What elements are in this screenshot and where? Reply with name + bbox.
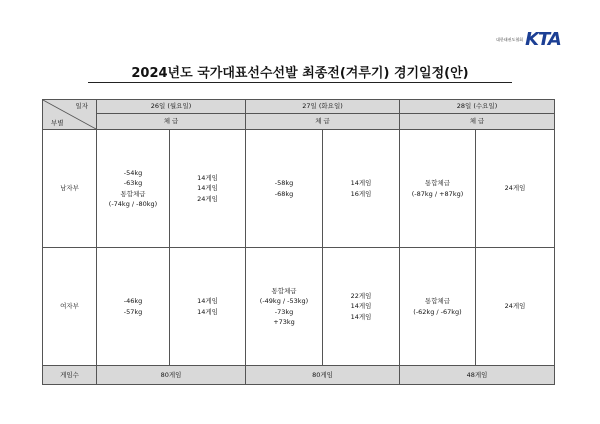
weight-item: +73kg <box>273 317 295 326</box>
schedule-table <box>42 99 555 385</box>
games-cell <box>476 130 555 248</box>
game-item: 24게임 <box>504 184 526 193</box>
date-header-row <box>43 100 555 114</box>
games-cell <box>170 130 246 248</box>
total-day-1: 80게임 <box>246 366 400 385</box>
row-label-men: 남자부 <box>43 130 97 248</box>
total-label: 게임수 <box>43 366 97 385</box>
day-header-1: 27일 (화요일) <box>246 100 400 114</box>
category-header-row <box>43 114 555 130</box>
game-item: 22게임 <box>350 291 372 300</box>
table-row-men <box>43 130 555 248</box>
weight-item: -68kg <box>274 189 294 198</box>
weight-item: 통합체급 <box>271 286 297 295</box>
weight-item: (-49kg / -53kg) <box>259 297 309 306</box>
games-cell <box>170 248 246 366</box>
category-header-2: 체 급 <box>400 114 555 130</box>
game-item: 14게임 <box>197 307 218 316</box>
game-item: 24게임 <box>504 302 526 311</box>
games-cell <box>323 130 400 248</box>
game-item: 14게임 <box>350 312 372 321</box>
corner-header <box>43 100 97 130</box>
logo-mark: KTA <box>525 29 561 50</box>
weight-item: -63kg <box>123 179 143 188</box>
game-item: 14게임 <box>350 302 372 311</box>
weight-item: (-74kg / -80kg) <box>108 199 158 208</box>
games-cell <box>476 248 555 366</box>
weight-item: -46kg <box>123 297 143 306</box>
table-row-women <box>43 248 555 366</box>
title-underline <box>88 82 512 83</box>
game-item: 24게임 <box>197 194 218 203</box>
category-header-1: 체 급 <box>246 114 400 130</box>
day-header-2: 28일 (수요일) <box>400 100 555 114</box>
page-title: 2024년도 국가대표선수선발 최종전(겨루기) 경기일정(안) <box>131 66 469 81</box>
kta-logo <box>496 28 566 52</box>
weights-cell <box>246 248 323 366</box>
weight-item: (-87kg / +87kg) <box>411 189 464 198</box>
category-header-0: 체 급 <box>97 114 246 130</box>
logo-text: 대한태권도협회 <box>496 37 524 42</box>
weights-cell <box>97 248 170 366</box>
game-item: 14게임 <box>197 297 218 306</box>
weight-item: -54kg <box>123 168 143 177</box>
weight-item: -73kg <box>274 307 294 316</box>
weight-item: 통합체급 <box>120 189 146 198</box>
weights-cell <box>400 130 476 248</box>
weights-cell <box>400 248 476 366</box>
weight-item: (-62kg / -67kg) <box>413 307 462 316</box>
game-item: 14게임 <box>197 173 218 182</box>
total-day-2: 48게임 <box>400 366 555 385</box>
total-day-0: 80게임 <box>97 366 246 385</box>
total-row <box>43 366 555 385</box>
corner-date-label: 일자 <box>75 102 88 110</box>
game-item: 14게임 <box>350 179 372 188</box>
weight-item: 통합체급 <box>424 297 451 306</box>
weights-cell <box>97 130 170 248</box>
game-item: 14게임 <box>197 184 218 193</box>
weight-item: -58kg <box>274 179 294 188</box>
game-item: 16게임 <box>350 189 372 198</box>
row-label-women: 여자부 <box>43 248 97 366</box>
weights-cell <box>246 130 323 248</box>
weight-item: -57kg <box>123 307 143 316</box>
weight-item: 통합체급 <box>424 179 451 188</box>
games-cell <box>323 248 400 366</box>
day-header-0: 26일 (월요일) <box>97 100 246 114</box>
corner-division-label: 부별 <box>51 118 64 127</box>
